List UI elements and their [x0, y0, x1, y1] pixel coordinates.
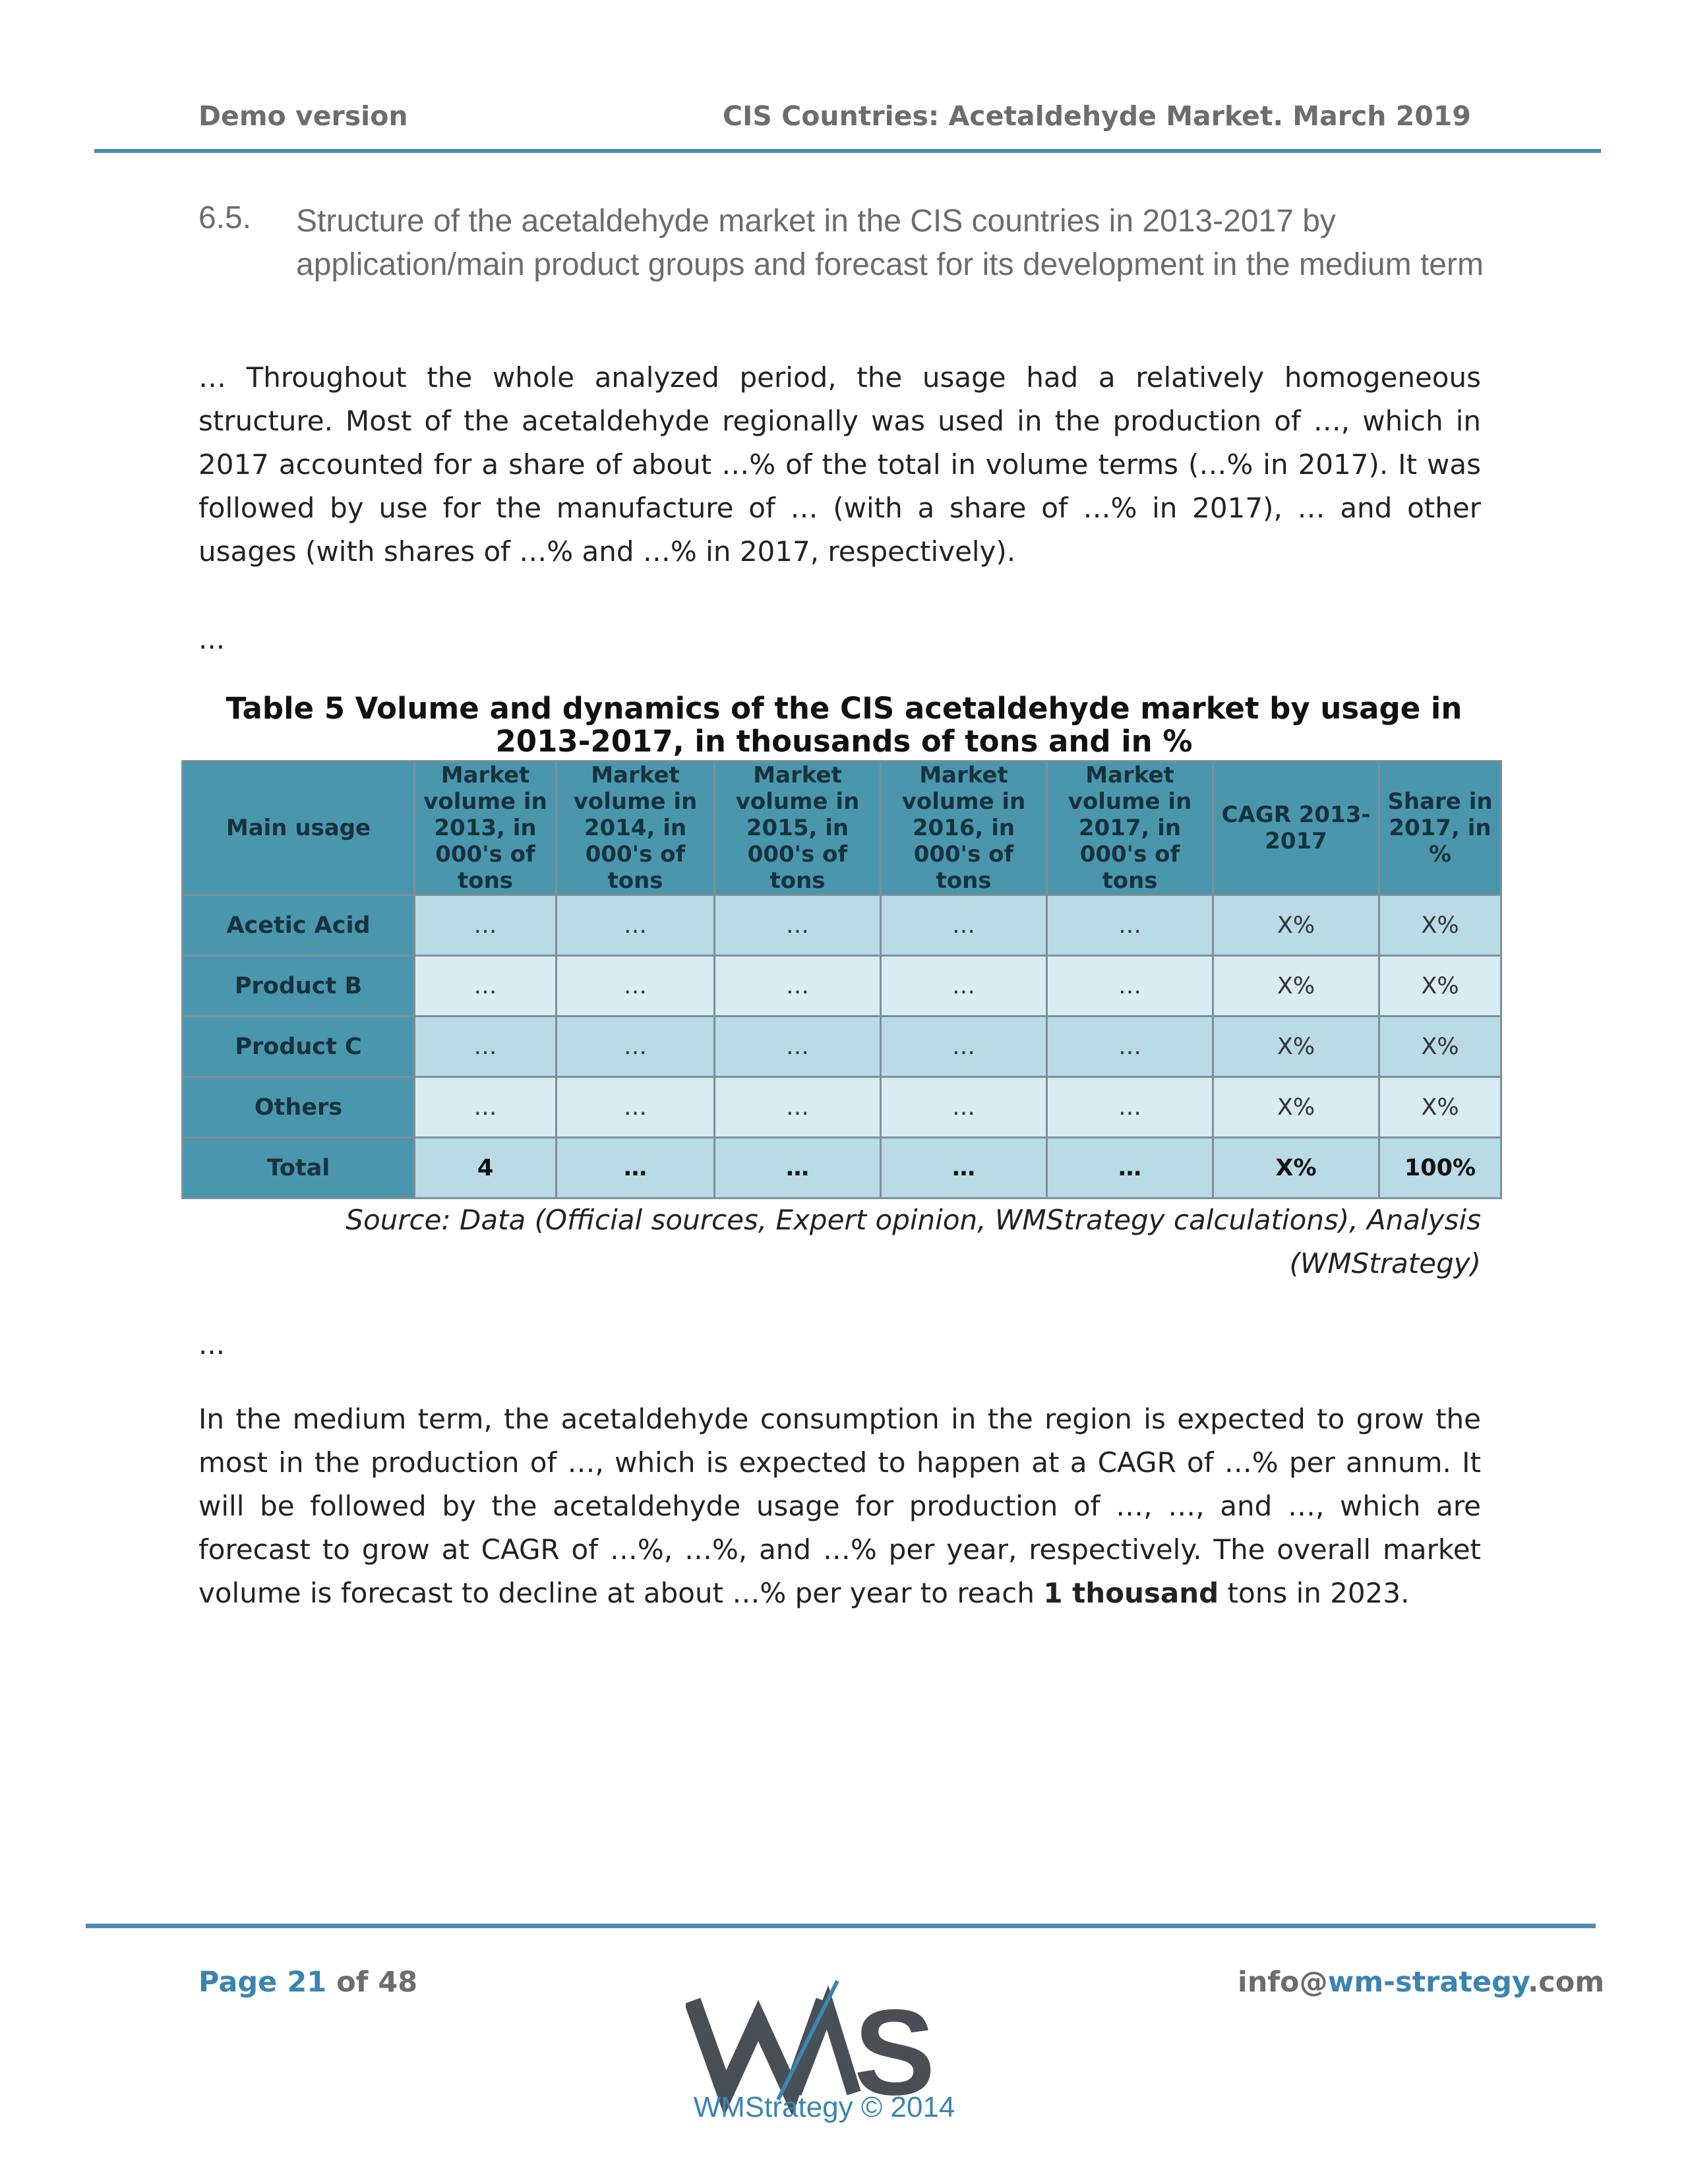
forecast-paragraph: [198, 1398, 1481, 1615]
table-cell: …: [415, 1017, 557, 1077]
table-cell: …: [715, 1138, 881, 1198]
table-header-row: [183, 761, 1501, 895]
table-cell: X%: [1213, 956, 1379, 1017]
header-divider: [94, 149, 1601, 153]
table-cell: X%: [1213, 1017, 1379, 1077]
page-total: of 48: [336, 1966, 418, 1999]
table-cell: …: [557, 1077, 715, 1138]
contact-email[interactable]: [1238, 1966, 1604, 1999]
page-number: [198, 1966, 417, 1999]
forecast-text-end: tons in 2023.: [1219, 1577, 1410, 1609]
forecast-text: In the medium term, the acetaldehyde consumption in the region is expected to grow the most in the production of …, which is expected to happen at a CAGR of …% per annum. It will be followed by the acetaldehyde usage for production of …, …, and …, which are forecast to grow at CAGR of …%, …%, and …% per year, respectively. The overall market volume is forecast to decline at about …% per year to reach: [198, 1403, 1481, 1609]
table-cell: …: [881, 895, 1047, 956]
table-cell: X%: [1379, 1017, 1501, 1077]
table-source: Source: Data (Official sources, Expert opinion, WMStrategy calculations), Analysis (WMStrategy): [346, 1204, 1481, 1280]
table-cell: …: [1047, 956, 1213, 1017]
table-cell: …: [881, 1138, 1047, 1198]
logo-caption: WMStrategy © 2014: [693, 2091, 955, 2123]
column-header: Share in 2017, in %: [1379, 761, 1501, 895]
header-demo-label: Demo version: [198, 100, 408, 132]
table-cell: X%: [1379, 895, 1501, 956]
table-cell: 100%: [1379, 1138, 1501, 1198]
table-row: [183, 895, 1501, 956]
intro-paragraph: … Throughout the whole analyzed period, the usage had a relatively homogeneous structure. Most of the acetaldehyde regionally was used in the production of …, which in 2017 accounted for a share of about …% of the total in volume terms (…% in 2017). It was followed by use for the manufacture of … (with a share of …% in 2017), … and other usages (with shares of …% and …% in 2017, respectively).: [198, 361, 1481, 568]
table-cell: X%: [1213, 1077, 1379, 1138]
table-cell: …: [1047, 1017, 1213, 1077]
logo-s-mark: S: [854, 1985, 936, 2121]
row-label: Total: [183, 1138, 415, 1198]
table-cell: …: [1047, 1077, 1213, 1138]
header-report-title: CIS Countries: Acetaldehyde Market. March 2019: [723, 100, 1471, 132]
logo-accent-stroke: [778, 1981, 837, 2100]
table-cell: …: [415, 1077, 557, 1138]
footer-divider: [86, 1924, 1596, 1928]
table-cell: 4: [415, 1138, 557, 1198]
market-table: [181, 760, 1502, 1199]
table-cell: …: [557, 1138, 715, 1198]
table-cell: …: [415, 956, 557, 1017]
table-cell: …: [715, 1077, 881, 1138]
table-cell: X%: [1379, 956, 1501, 1017]
table-cell: …: [415, 895, 557, 956]
table-cell: …: [557, 895, 715, 956]
table-cell: …: [881, 1077, 1047, 1138]
column-header: Main usage: [183, 761, 415, 895]
email-tld: .com: [1527, 1966, 1605, 1999]
table-cell: …: [1047, 895, 1213, 956]
email-domain: wm-strategy: [1327, 1966, 1528, 1999]
column-header: Market volume in 2014, in 000's of tons: [557, 761, 715, 895]
row-label: Others: [183, 1077, 415, 1138]
table-total-row: [183, 1138, 1501, 1198]
forecast-volume: 1 thousand: [1043, 1577, 1219, 1609]
email-user: info@: [1238, 1966, 1328, 1999]
row-label: Acetic Acid: [183, 895, 415, 956]
table-cell: …: [557, 956, 715, 1017]
table-cell: …: [715, 1017, 881, 1077]
section-title: Structure of the acetaldehyde market in the CIS countries in 2013-2017 by application/main product groups and forecast for its development in the medium term: [296, 204, 1484, 282]
omission-marker: ...: [198, 1328, 226, 1361]
table-row: [183, 1017, 1501, 1077]
column-header: CAGR 2013-2017: [1213, 761, 1379, 895]
section-number: 6.5.: [198, 200, 252, 235]
table-cell: …: [881, 1017, 1047, 1077]
table-cell: X%: [1213, 895, 1379, 956]
table-row: [183, 956, 1501, 1017]
table-cell: X%: [1213, 1138, 1379, 1198]
column-header: Market volume in 2016, in 000's of tons: [881, 761, 1047, 895]
table-cell: …: [881, 956, 1047, 1017]
page-current: 21: [287, 1966, 327, 1999]
row-label: Product C: [183, 1017, 415, 1077]
column-header: Market volume in 2017, in 000's of tons: [1047, 761, 1213, 895]
table-cell: X%: [1379, 1077, 1501, 1138]
table-cell: …: [715, 895, 881, 956]
column-header: Market volume in 2015, in 000's of tons: [715, 761, 881, 895]
page-word: Page: [198, 1966, 278, 1999]
omission-marker: ...: [198, 623, 226, 655]
table-row: [183, 1077, 1501, 1138]
row-label: Product B: [183, 956, 415, 1017]
table-caption: Table 5 Volume and dynamics of the CIS acetaldehyde market by usage in 2013-2017, in thousands of tons and in %: [226, 691, 1462, 759]
table-cell: …: [715, 956, 881, 1017]
table-cell: …: [1047, 1138, 1213, 1198]
table-cell: …: [557, 1017, 715, 1077]
column-header: Market volume in 2013, in 000's of tons: [415, 761, 557, 895]
